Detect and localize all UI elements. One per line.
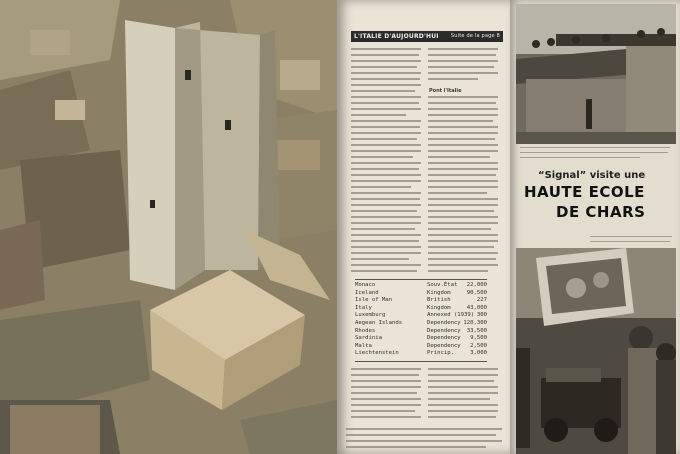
article-subheading: Pont l'Italie — [429, 88, 462, 94]
stats-row — [355, 297, 487, 305]
stats-population: 43,000 — [466, 304, 487, 311]
kicker-magazine-name: “Signal” — [538, 170, 587, 181]
stats-status: Souv.État — [427, 282, 458, 288]
table-top-rule — [355, 279, 487, 280]
stats-status: Dependency — [427, 327, 461, 334]
stats-status: British — [427, 297, 451, 304]
stats-country: Rhodes — [355, 327, 376, 334]
article-header-suffix: Suite de la page 8 — [450, 33, 500, 39]
stats-row — [355, 282, 487, 290]
stats-row — [355, 350, 487, 358]
stats-row — [355, 312, 487, 320]
stats-country: Liechtenstein — [355, 350, 399, 357]
stats-country: Iceland — [355, 289, 379, 296]
tank-school-photo — [516, 248, 676, 454]
article-header-title: L'ITALIE D'AUJOURD'HUI — [354, 33, 439, 40]
stats-status: Kingdom — [427, 304, 451, 311]
stats-population: 33,500 — [466, 327, 487, 334]
barracks-photo — [516, 4, 676, 144]
stats-country: Isle of Man — [355, 297, 393, 304]
aerial-tower-photo — [0, 0, 337, 454]
stats-population: 120,300 — [463, 319, 487, 326]
feature-kicker — [538, 170, 645, 181]
stats-population: 300 — [476, 312, 487, 319]
stats-country: Malta — [355, 342, 372, 349]
kicker-rest: visite une — [586, 170, 646, 181]
barracks-photo-drawing — [516, 4, 676, 144]
stats-row — [355, 290, 487, 298]
stats-status: Dependency — [427, 335, 461, 342]
feature-title-line2: DE CHARS — [556, 203, 646, 221]
stats-country: Italy — [355, 304, 372, 311]
stats-population: 9,500 — [470, 335, 487, 342]
stats-country: Sardinia — [355, 335, 382, 342]
article-header-bar — [351, 31, 503, 42]
stats-status: Dependency — [427, 342, 461, 349]
stats-status: Annexed (1939) — [427, 312, 475, 319]
stats-status: Princip. — [427, 350, 454, 357]
stats-population: 90,500 — [466, 289, 487, 296]
tank-school-drawing — [516, 248, 676, 454]
stats-row — [355, 343, 487, 351]
stats-row — [355, 335, 487, 343]
stats-country: Monaco — [355, 282, 376, 288]
stats-population: 3,000 — [470, 350, 487, 357]
stats-population: 227 — [476, 297, 487, 304]
stats-population: 22,000 — [466, 282, 487, 288]
stats-status: Kingdom — [427, 289, 451, 296]
stats-country: Luxemburg — [355, 312, 386, 319]
stats-population: 2,500 — [470, 342, 487, 349]
stats-row — [355, 320, 487, 328]
stats-row — [355, 305, 487, 313]
table-bottom-rule — [355, 361, 487, 362]
stats-country: Aegean Islands — [355, 319, 403, 326]
statistics-table — [355, 282, 487, 358]
stats-row — [355, 328, 487, 336]
feature-title-line1: HAUTE ECOLE — [524, 183, 645, 201]
stats-status: Dependency — [427, 319, 461, 326]
tower-photo-drawing — [0, 0, 337, 454]
